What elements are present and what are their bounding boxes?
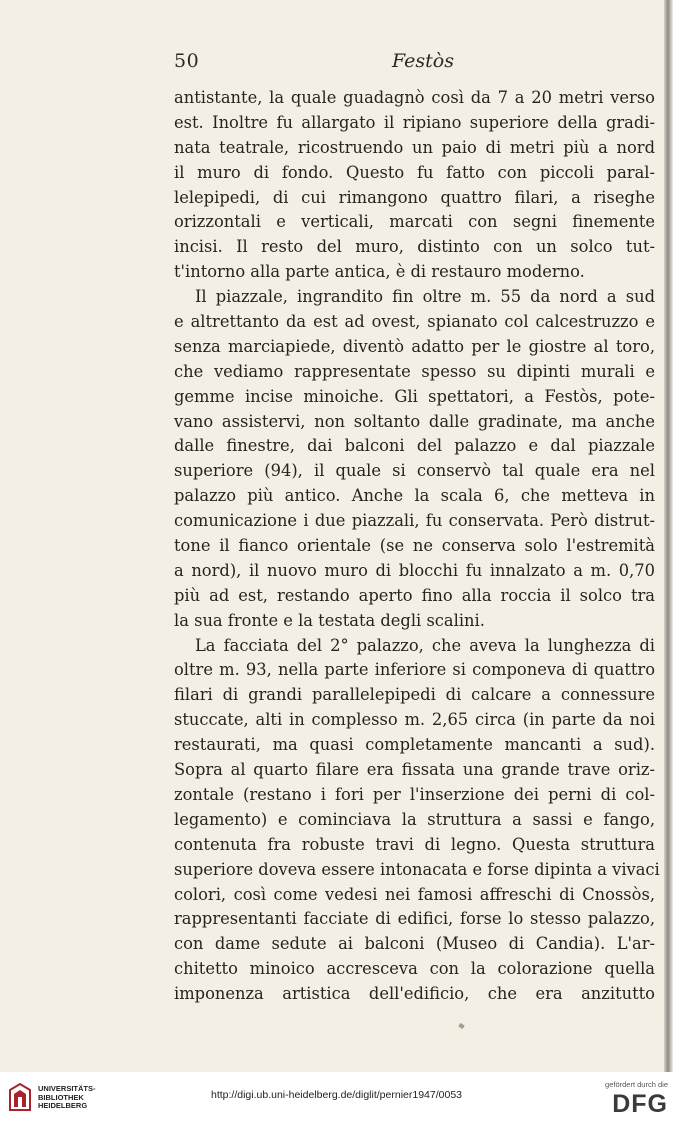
library-name-line: HEIDELBERG	[38, 1101, 88, 1111]
text-line: lelepipedi, di cui rimangono quattro filari, a riseghe	[174, 187, 655, 207]
text-line: dalle finestre, dai balconi del palazzo e dal piazzale	[174, 436, 655, 456]
funded-by-label: gefördert durch die	[605, 1080, 668, 1089]
text-line: comunicazione i due piazzali, fu conservata. Però distrut-	[174, 511, 655, 531]
text-line: superiore (94), il quale si conservò tal quale era nel	[174, 461, 655, 481]
text-line: Il piazzale, ingrandito fin oltre m. 55 da nord a sud	[195, 287, 655, 307]
text-line: incisi. Il resto del muro, distinto con un solco tut-	[174, 237, 655, 257]
running-title: Festòs	[392, 50, 454, 72]
text-line: legamento) e cominciava la struttura a sassi e fango,	[174, 809, 655, 829]
text-line: tone il fianco orientale (se ne conserva solo l'estremità	[174, 536, 655, 556]
text-line: antistante, la quale guadagnò così da 7 a 20 metri verso	[174, 88, 655, 107]
text-line: filari di grandi parallelepipedi di calcare a connessure	[174, 685, 655, 705]
text-line: nata teatrale, ricostruendo un paio di metri più a nord	[174, 137, 655, 157]
text-line: e altrettanto da est ad ovest, spianato col calcestruzzo e	[174, 312, 655, 332]
text-line: est. Inoltre fu allargato il ripiano superiore della gradi-	[174, 112, 655, 132]
text-line: rappresentanti facciate di edifici, forse lo stesso palazzo,	[174, 909, 655, 929]
text-line: superiore doveva essere intonacata e forse dipinta a vivaci	[174, 859, 660, 879]
page-number: 50	[174, 50, 200, 72]
text-line: Sopra al quarto filare era fissata una grande trave oriz-	[174, 760, 655, 780]
text-line: che vediamo rappresentate spesso su dipinti murali e	[174, 361, 655, 381]
ink-speck	[458, 1023, 464, 1029]
text-line: chitetto minoico accresceva con la colorazione quella	[174, 959, 655, 979]
text-line: contenuta fra robuste travi di legno. Questa struttura	[174, 834, 655, 854]
running-head	[174, 50, 654, 74]
text-line: zontale (restano i fori per l'inserzione dei perni di col-	[174, 784, 655, 804]
text-line: La facciata del 2° palazzo, che aveva la lunghezza di	[195, 635, 655, 655]
text-line: con dame sedute ai balconi (Museo di Candia). L'ar-	[174, 934, 655, 954]
text-line: più ad est, restando aperto fino alla roccia il solco tra	[174, 585, 655, 605]
text-line: senza marciapiede, diventò adatto per le giostre al toro,	[174, 336, 655, 356]
dfg-logo: DFG	[612, 1090, 668, 1118]
text-line: oltre m. 93, nella parte inferiore si componeva di quattro	[174, 660, 655, 680]
body-text	[174, 86, 660, 1007]
text-line: t'intorno alla parte antica, è di restauro moderno.	[174, 262, 585, 282]
text-line: la sua fronte e la testata degli scalini.	[174, 610, 485, 630]
library-name-line: UNIVERSITÄTS-	[38, 1084, 96, 1093]
permalink-url[interactable]: http://digi.ub.uni-heidelberg.de/diglit/pernier1947/0053	[210, 1089, 462, 1101]
text-line: a nord), il nuovo muro di blocchi fu innalzato a m. 0,70	[174, 560, 655, 580]
text-line: restaurati, ma quasi completamente mancanti a sud).	[174, 735, 655, 755]
text-line: gemme incise minoiche. Gli spettatori, a Festòs, pote-	[174, 386, 655, 406]
text-line: vano assistervi, non soltanto dalle gradinate, ma anche	[174, 411, 655, 431]
library-name-line: BIBLIOTHEK	[38, 1092, 84, 1102]
page-edge-shadow	[664, 0, 673, 1072]
text-line: il muro di fondo. Questo fu fatto con piccoli paral-	[174, 162, 655, 182]
text-line: imponenza artistica dell'edificio, che era anzitutto	[174, 984, 655, 1004]
text-line: orizzontali e verticali, marcati con segni finemente	[174, 212, 655, 232]
text-line: colori, così come vedesi nei famosi affreschi di Cnossòs,	[174, 884, 655, 904]
text-line: palazzo più antico. Anche la scala 6, che metteva in	[174, 486, 655, 506]
text-line: stuccate, alti in complesso m. 2,65 circa (in parte da noi	[174, 710, 655, 730]
